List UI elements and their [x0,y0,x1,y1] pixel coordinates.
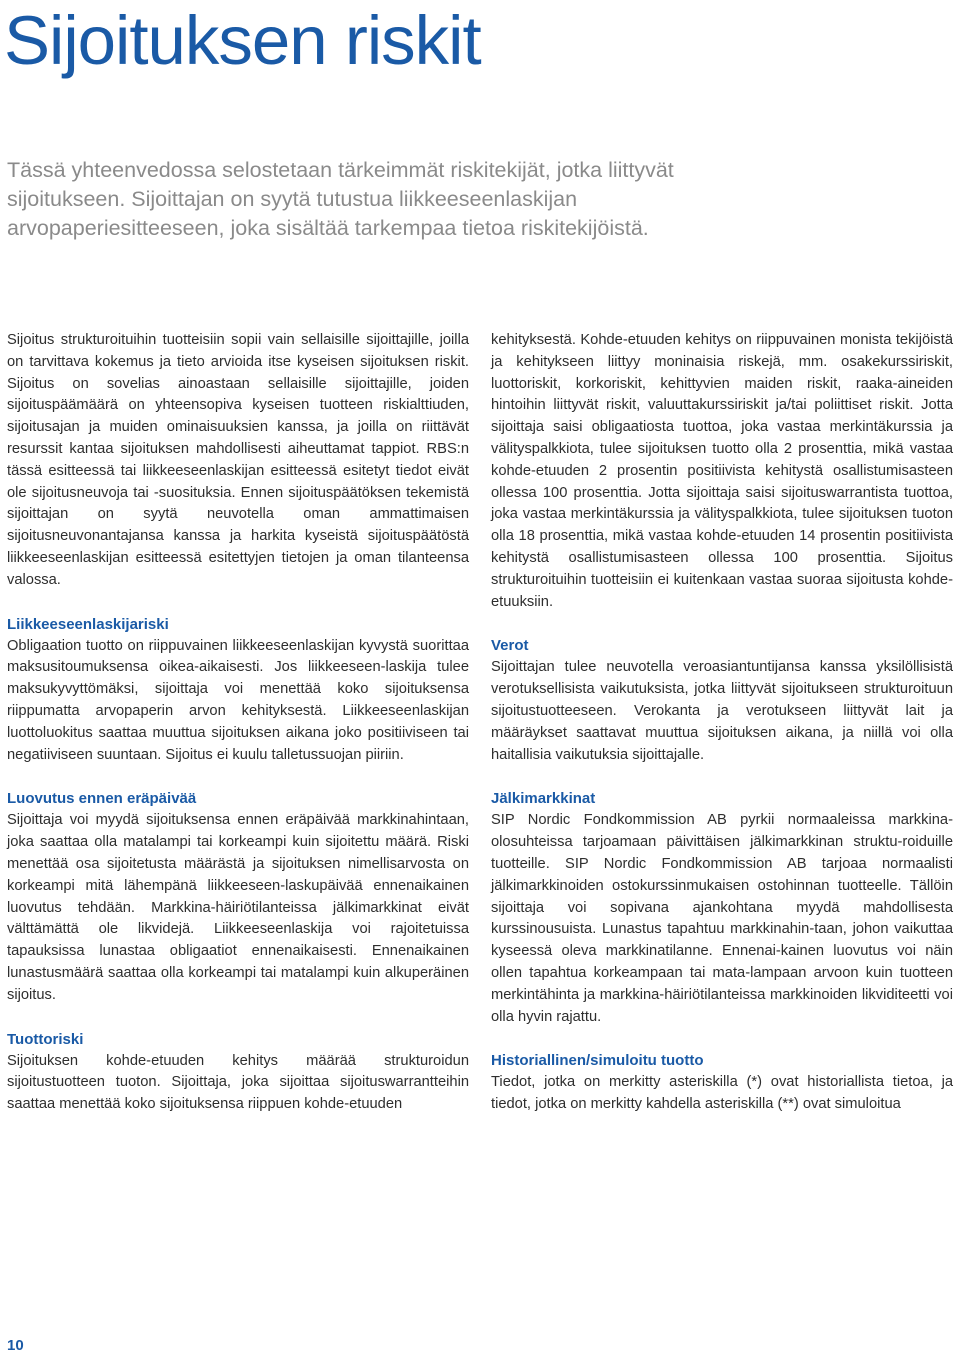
spacer [7,592,469,614]
right-column [491,330,953,1116]
intro-summary: Tässä yhteenvedossa selostetaan tärkeimmät riskitekijät, jotka liittyvät sijoitukseen. Sijoittajan on syytä tutustua liikkeeseenlaskijan arvopaperiesitteeseen, joka sisältää tarkempaa tietoa riskitekijöistä. [7,158,674,240]
continued-paragraph: kehityksestä. Kohde-etuuden kehitys on riippuvainen monista tekijöistä ja kehitykseen liittyy moninaisia riskejä, mm. osakekurssiriskit, luottoriskit, korkoriskit, kehittyvien maiden riskit, raaka-aineiden hintoihin liittyvät riskit, valuuttakurssiriskit ja/tai poliittiset riskit. Jotta sijoittaja saisi obligaatiosta tuottoa, joka vastaa merkintäkurssia ja välityspalkkiota, tulee sijoituksen tuotto olla 2 prosenttia, mikä vastaa kohde-etuuden 2 prosentin positiivista kehitystä osallistumisasteen ollessa 100 prosenttia. Jotta sijoittaja saisi sijoituswarrantista tuottoa, joka vastaa merkintäkurssia ja välityspalkkiota, tulee sijoituksen tuoton olla 18 prosenttia, mikä vastaa kohde-etuuden 14 prosentin positiivista kehitystä osallistumisasteen ollessa 100 prosenttia. Sijoitus strukturoituihin tuotteisiin ei kuitenkaan vastaa suoraa sijoitusta kohde-etuuksiin. [491,332,953,610]
section-body-issuer-risk: Obligaation tuotto on riippuvainen liikkeeseenlaskijan kyvystä suorittaa maksusitoumuksensa oikea-aikaisesti. Jos liikkeeseen-laskija tulee maksukyvyttömäksi, sijoittaja voi menettää koko sijoituksensa riippumatta arvopaperin arvon kehityksestä. Liikkeeseenlaskijan luottoluokitus saattaa muuttua sijoituksen aikana joko positiiviseen tai negatiiviseen suuntaan. Sijoitus ei kuulu talletussuojan piiriin. [7,637,469,763]
section-heading-secondary-market: Jälkimarkkinat [491,790,596,808]
section-heading-historical-return: Historiallinen/simuloitu tuotto [491,1052,704,1070]
section-heading-early-redemption: Luovutus ennen eräpäivää [7,790,197,808]
section-body-secondary-market: SIP Nordic Fondkommission AB pyrkii normaaleissa markkina-olosuhteissa tarjoamaan päivittäisen jälkimarkkinan struktu-roiduille tuotteille. SIP Nordic Fondkommission AB tarjoaa normaalisti jälkimarkkinoiden ostokurssinmukaisen ostohinnan tuotteelle. Tällöin sijoittaja voi sopivana ajankohtana myydä mahdollisesta kurssinousuista. Lunastus tapahtuu markkinahin-taan, johon vaikuttaa kyseessä oleva markkinatilanne. Ennenai-kainen luovutus voi näin ollen tapahtua korkeampaan tai mata-lampaan arvoon kuin tuotteen merkintähinta ja markkina-häiriötilanteissa markkinoiden likviditeetti voi olla hyvin rajattu. [491,812,953,1025]
page-title: Sijoituksen riskit [4,2,481,79]
spacer [7,766,469,788]
section-body-early-redemption: Sijoittaja voi myydä sijoituksensa ennen eräpäivää markkinahintaan, joka saattaa olla matalampi tai korkeampi kuin sijoitettu määrä. Riski menettää osa sijoitetusta määrästä ja sijoituksen nimellisarvosta on korkeampi mitä lähempänä liikkeeseen-laskupäivää ennenaikainen luovutus tehdään. Markkina-häiriötilanteissa jälkimarkkinat eivät välttämättä ole likvidejä. Liikkeeseenlaskija voi rajoitetuissa tapauksissa lunastaa obligaatiot ennenaikaisesti. Ennenaikainen lunastusmäärä saattaa olla korkeampi tai matalampi kuin alkuperäinen sijoitus. [7,812,469,1003]
section-heading-taxes: Verot [491,637,529,655]
left-column [7,330,469,1116]
page-number: 10 [7,1337,24,1354]
spacer [491,766,953,788]
section-heading-return-risk: Tuottoriski [7,1030,84,1048]
section-body-historical-return: Tiedot, jotka on merkitty asteriskilla (*) ovat historiallista tietoa, ja tiedot, jotka on merkitty kahdella asteriskilla (**) ovat simuloitua [491,1074,953,1113]
spacer [491,613,953,635]
spacer [7,1007,469,1029]
spacer [491,1028,953,1050]
opening-paragraph: Sijoitus strukturoituihin tuotteisiin sopii vain sellaisille sijoittajille, joilla on tarvittava kokemus ja tieto arvioida itse kyseisen sijoituksen riskit. Sijoitus on sovelias ainoastaan sellaisille sijoittajille, joiden sijoituspäämäärä on yhteensopiva kyseisen tuotteen riskialttiuden, sijoitusajan ja muiden ominaisuuksien kanssa, ja joilla on riittävät resurssit kantaa sijoituksen mahdollisesti aiheuttamat tappiot. RBS:n tässä esitteessä tai liikkeeseenlaskijan esitteessä esitetyt tiedot eivät ole sijoitusneuvoja tai -suosituksia. Ennen sijoituspäätöksen tekemistä sijoittajan on syytä neuvotella oman ammattimaisen sijoitusneuvonantajansa kanssa ja harkita kyseistä sijoituspäätöstä liikkeeseenlaskijan esitteessä esitettyjen tietojen ja oman tilanteensa valossa. [7,332,469,588]
section-body-taxes: Sijoittajan tulee neuvotella veroasiantuntijansa kanssa yksilöllisistä verotuksellisista vaikutuksista, jotka liittyvät sijoitukseen strukturoituun sijoitustuotteeseen. Verokanta ja verotukseen liittyvät lait ja määräykset saattavat muuttua sijoituksen aikana, ja niillä voi olla haitallisia vaikutuksia sijoittajalle. [491,659,953,763]
section-body-return-risk: Sijoituksen kohde-etuuden kehitys määrää strukturoidun sijoitustuotteen tuoton. Sijoittaja, joka sijoittaa sijoituswarrantteihin saattaa menettää koko sijoituksensa riippuen kohde-etuuden [7,1052,469,1113]
section-heading-issuer-risk: Liikkeeseenlaskijariski [7,615,169,633]
